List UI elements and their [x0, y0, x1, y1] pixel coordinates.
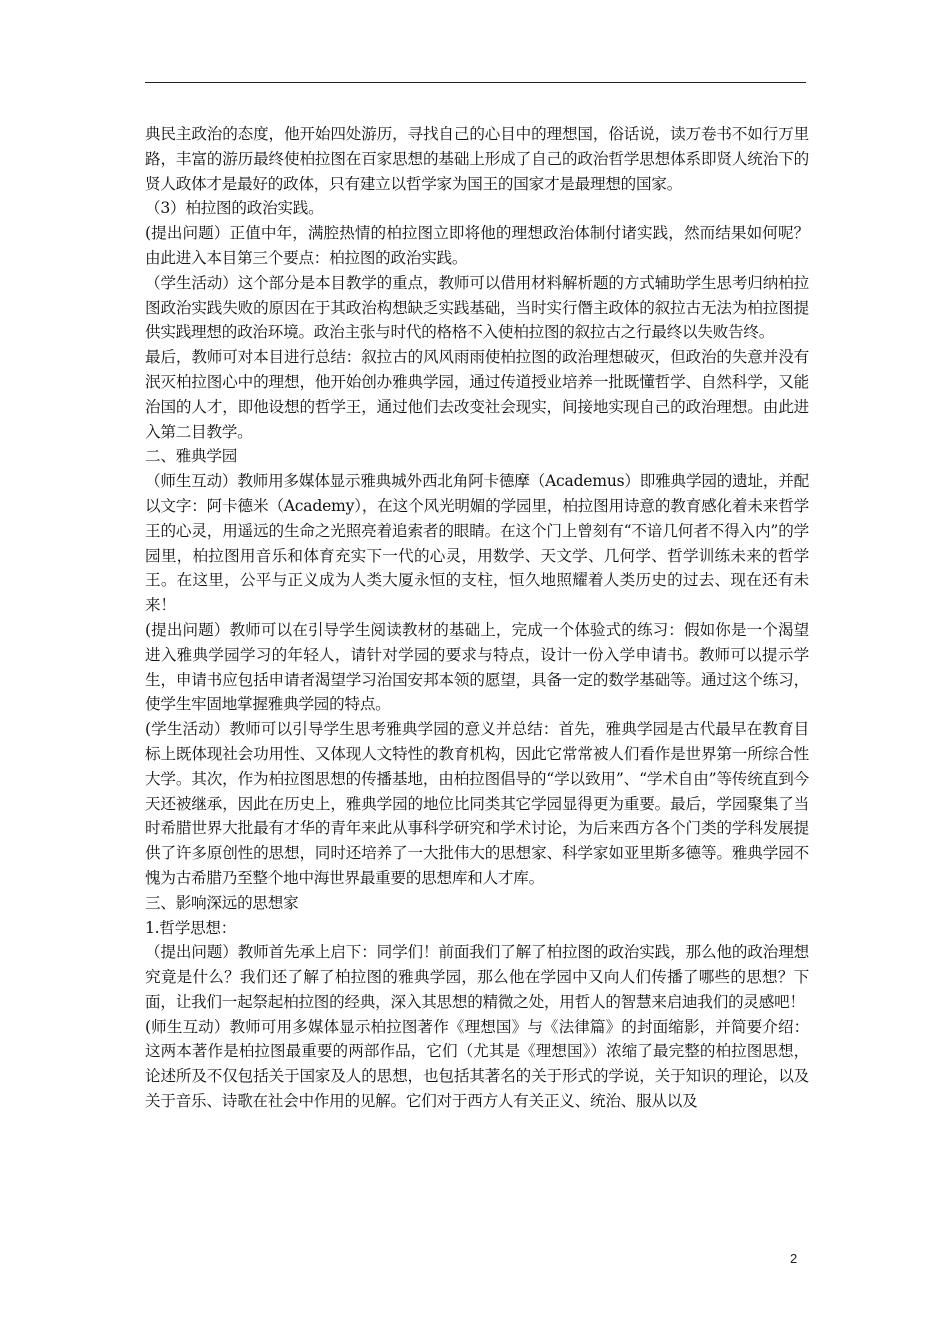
subheading-philosophy: 1.哲学思想：	[145, 918, 237, 937]
paragraph-works-introduction: (师生互动）教师可用多媒体显示柏拉图著作《理想国》与《法律篇》的封面缩影，并简要介绍：这两本著作是柏拉图最重要的两部作品，它们（尤其是《理想国》）浓缩了最完整的柏拉图思想，论述所及不仅包括关于国家及人的思想，也包括其著名的关于形式的学说，关于知识的理论，以及关于音乐、诗歌在社会中作用的见解。它们对于西方人有关正义、统治、服从以及	[145, 1017, 809, 1111]
paragraph-academy-significance: (学生活动）教师可以引导学生思考雅典学园的意义并总结：首先，雅典学园是古代最早在教育目标上既体现社会功用性、又体现人文特性的教育机构，因此它常常被人们看作是世界第一所综合性大学。其次，作为柏拉图思想的传播基地，由柏拉图倡导的“学以致用”、“学术自由”等传统直到今天还被继承，因此在历史上，雅典学园的地位比同类其它学园显得更为重要。最后，学园聚集了当时希腊世界大批最有才华的青年来此从事科学研究和学术讨论，为后来西方各个门类的学科发展提供了许多原创性的思想，同时还培养了一大批伟大的思想家、科学家如亚里斯多德等。雅典学园不愧为古希腊乃至整个地中海世界最重要的思想库和人才库。	[145, 720, 809, 887]
paragraph-question: (提出问题）正值中年，满腔热情的柏拉图立即将他的理想政治体制付诸实践，然而结果如何呢？由此进入本目第三个要点：柏拉图的政治实践。	[145, 224, 809, 267]
page-number: 2	[790, 1251, 798, 1266]
paragraph-interaction: （师生互动）教师用多媒体显示雅典城外西北角阿卡德摩（Academus）即雅典学园的遗址，并配以文字：阿卡德米（Academy），在这个风光明媚的学园里，柏拉图用诗意的教育感化着未来哲学王的心灵，用遥远的生命之光照亮着追索者的眼睛。在这个门上曾刻有“不谙几何者不得入内”的学园里，柏拉图用音乐和体育充实下一代的心灵，用数学、天文学、几何学、哲学训练未来的哲学王。在这里，公平与正义成为人类大厦永恒的支柱，恒久地照耀着人类历史的过去、现在还有未来！	[145, 472, 809, 615]
header-rule	[145, 82, 806, 83]
paragraph-summary: 最后，教师可对本目进行总结：叙拉古的风风雨雨使柏拉图的政治理想破灭，但政治的失意并没有泯灭柏拉图心中的理想，他开始创办雅典学园，通过传道授业培养一批既懂哲学、自然科学，又能治国的人才，即他设想的哲学王，通过他们去改变社会现实，间接地实现自己的政治理想。由此进入第二目教学。	[145, 348, 809, 441]
paragraph-continuation: 典民主政治的态度，他开始四处游历，寻找自己的心目中的理想国，俗话说，读万卷书不如行万里路，丰富的游历最终使柏拉图在百家思想的基础上形成了自己的政治哲学思想体系即贤人统治下的贤人政体才是最好的政体，只有建立以哲学家为国王的国家才是最理想的国家。	[145, 125, 809, 193]
paragraph-exercise: (提出问题）教师可以在引导学生阅读教材的基础上，完成一个体验式的练习：假如你是一个渴望进入雅典学园学习的年轻人，请针对学园的要求与特点，设计一份入学申请书。教师可以提示学生，申请书应包括申请者渴望学习治国安邦本领的愿望，具备一定的数学基础等。通过这个练习，使学生牢固地掌握雅典学园的特点。	[145, 620, 809, 714]
section-heading-academy: 二、雅典学园	[145, 447, 238, 466]
section-heading-thinker: 三、影响深远的思想家	[145, 893, 299, 912]
body-text	[145, 122, 809, 1114]
subheading-political-practice: （3）柏拉图的政治实践。	[145, 199, 324, 218]
paragraph-student-activity: （学生活动）这个部分是本目教学的重点，教师可以借用材料解析题的方式辅助学生思考归纳柏拉图政治实践失败的原因在于其政治构想缺乏实践基础，当时实行僭主政体的叙拉古无法为柏拉图提供实践理想的政治环境。政治主张与时代的格格不入使柏拉图的叙拉古之行最终以失败告终。	[145, 273, 809, 342]
paragraph-transition-question: （提出问题）教师首先承上启下：同学们！前面我们了解了柏拉图的政治实践，那么他的政治理想究竟是什么？我们还了解了柏拉图的雅典学园，那么他在学园中又向人们传播了哪些的思想？下面，让我们一起祭起柏拉图的经典，深入其思想的精微之处，用哲人的智慧来启迪我们的灵感吧！	[145, 943, 809, 1011]
